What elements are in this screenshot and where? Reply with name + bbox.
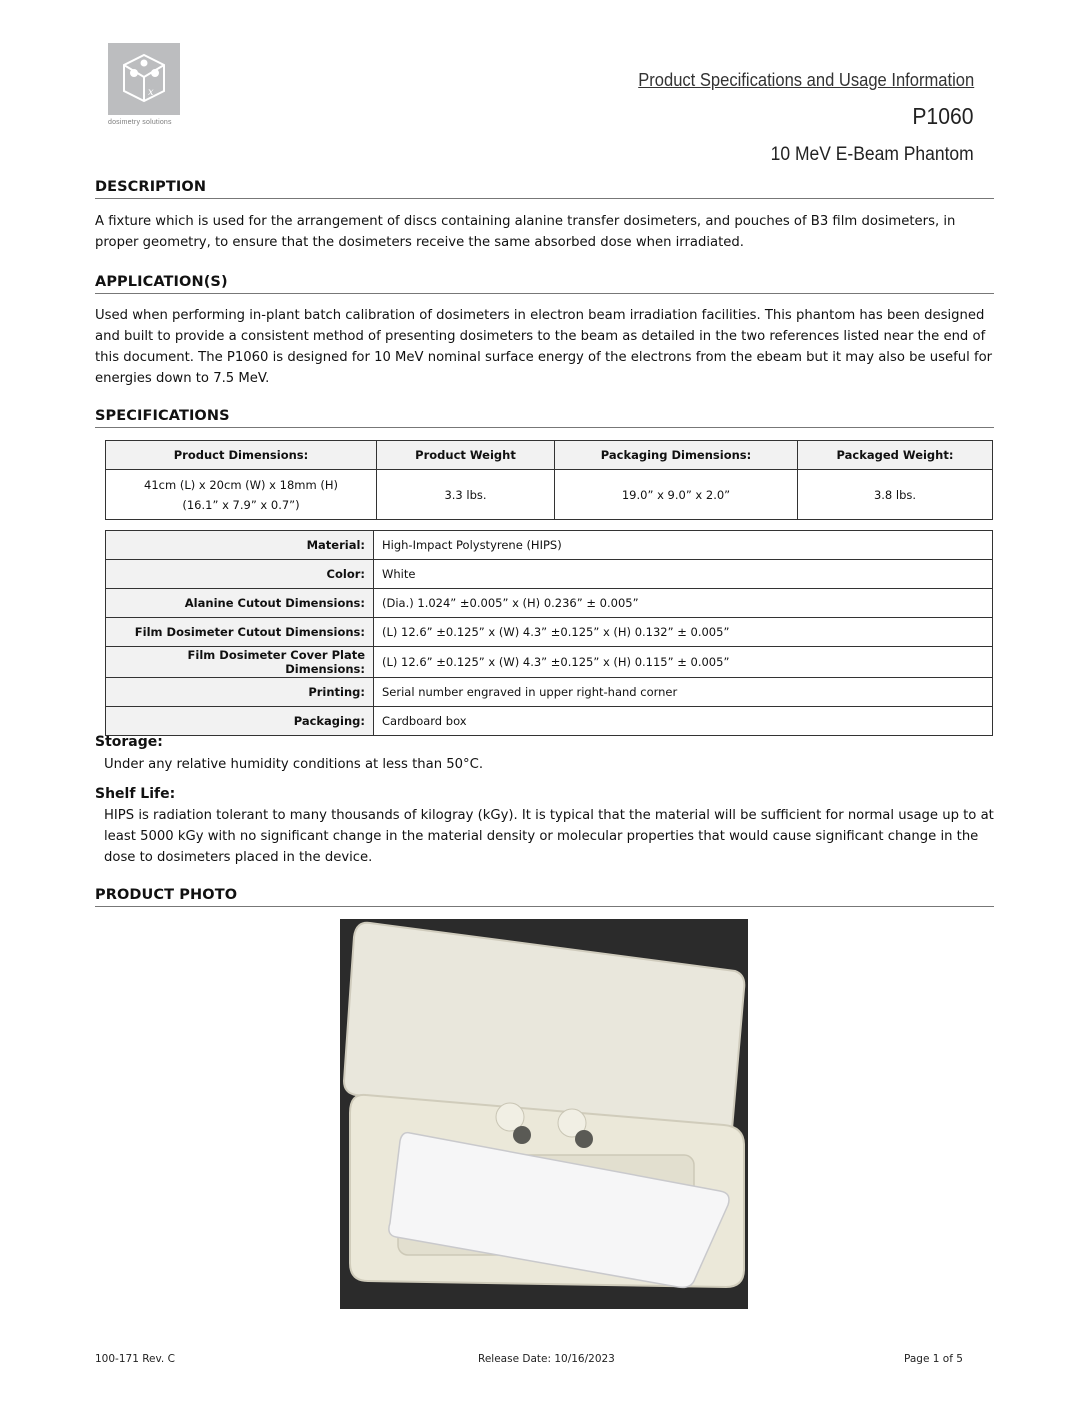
spec-value: Serial number engraved in upper right-hand corner (374, 678, 993, 707)
table-row (106, 647, 993, 678)
spec-label: Film Dosimeter Cutout Dimensions: (106, 618, 374, 647)
table-row (106, 589, 993, 618)
table-header-cell: Packaging Dimensions: (555, 441, 798, 470)
table-header-cell: Packaged Weight: (798, 441, 993, 470)
storage-heading: Storage: (95, 734, 163, 750)
spec-label: Film Dosimeter Cover Plate Dimensions: (106, 647, 374, 678)
document-id: 100-171 Rev. C (95, 1353, 175, 1365)
table-row (106, 707, 993, 736)
dimensions-metric: 41cm (L) x 20cm (W) x 18mm (H) (144, 477, 338, 492)
description-heading: DESCRIPTION (95, 179, 994, 199)
table-header-row (106, 441, 993, 470)
company-logo (108, 43, 180, 115)
specifications-heading: SPECIFICATIONS (95, 408, 994, 428)
table-row (106, 531, 993, 560)
logo-tagline: dosimetry solutions (108, 119, 172, 126)
product-title: 10 MeV E-Beam Phantom (770, 144, 974, 165)
description-text: A fixture which is used for the arrangement of discs containing alanine transfer dosimeters, and pouches of B3 film dosimeters, in proper geometry, to ensure that the dosimeters receive the same absorbed dose when irradiated. (95, 214, 956, 250)
spec-value: (Dia.) 1.024” ±0.005” x (H) 0.236” ± 0.005” (374, 589, 993, 618)
product-code: P1060 (912, 103, 974, 129)
application-heading: APPLICATION(S) (95, 274, 994, 294)
storage-text: Under any relative humidity conditions at less than 50°C. (104, 757, 484, 772)
packaging-dimensions-cell: 19.0” x 9.0” x 2.0” (555, 470, 798, 520)
spec-label: Color: (106, 560, 374, 589)
detail-spec-table (105, 530, 993, 736)
shelf-life-heading: Shelf Life: (95, 786, 176, 802)
product-weight-cell: 3.3 lbs. (377, 470, 555, 520)
application-text: Used when performing in-plant batch calibration of dosimeters in electron beam irradiation facilities. This phantom has been designed and built to provide a consistent method of presenting dosimeters to the beam as detailed in the two references listed near the end of this document. The P1060 is designed for 10 MeV nominal surface energy of the electrons from the ebeam but it may also be useful for energies down to 7.5 MeV. (95, 308, 993, 386)
spec-value: Cardboard box (374, 707, 993, 736)
table-row (106, 560, 993, 589)
page-number: Page 1 of 5 (904, 1353, 963, 1365)
product-photo (340, 919, 748, 1309)
spec-value: (L) 12.6” ±0.125” x (W) 4.3” ±0.125” x (H) 0.115” ± 0.005” (374, 647, 993, 678)
svg-text:x: x (148, 87, 154, 98)
table-row (106, 470, 993, 520)
spec-value: (L) 12.6” ±0.125” x (W) 4.3” ±0.125” x (H) 0.132” ± 0.005” (374, 618, 993, 647)
table-header-cell: Product Dimensions: (106, 441, 377, 470)
spec-label: Alanine Cutout Dimensions: (106, 589, 374, 618)
table-row (106, 678, 993, 707)
release-date: Release Date: 10/16/2023 (478, 1353, 615, 1365)
spec-value: White (374, 560, 993, 589)
dimensions-imperial: (16.1” x 7.9” x 0.7”) (182, 497, 300, 512)
spec-value: High-Impact Polystyrene (HIPS) (374, 531, 993, 560)
table-header-cell: Product Weight (377, 441, 555, 470)
table-row (106, 618, 993, 647)
cube-logo-icon (108, 43, 180, 115)
product-photo-heading: PRODUCT PHOTO (95, 887, 994, 907)
spec-label: Packaging: (106, 707, 374, 736)
packaged-weight-cell: 3.8 lbs. (798, 470, 993, 520)
product-dimensions-cell (106, 470, 377, 520)
summary-spec-table (105, 440, 993, 520)
shelf-life-text: HIPS is radiation tolerant to many thousands of kilogray (kGy). It is typical that the material will be sufficient for normal usage up to at least 5000 kGy with no significant change in the material density or molecular properties that would cause significant change in the dose to dosimeters placed in the device. (104, 808, 994, 865)
spec-label: Printing: (106, 678, 374, 707)
document-subtitle: Product Specifications and Usage Information (638, 70, 974, 90)
spec-label: Material: (106, 531, 374, 560)
